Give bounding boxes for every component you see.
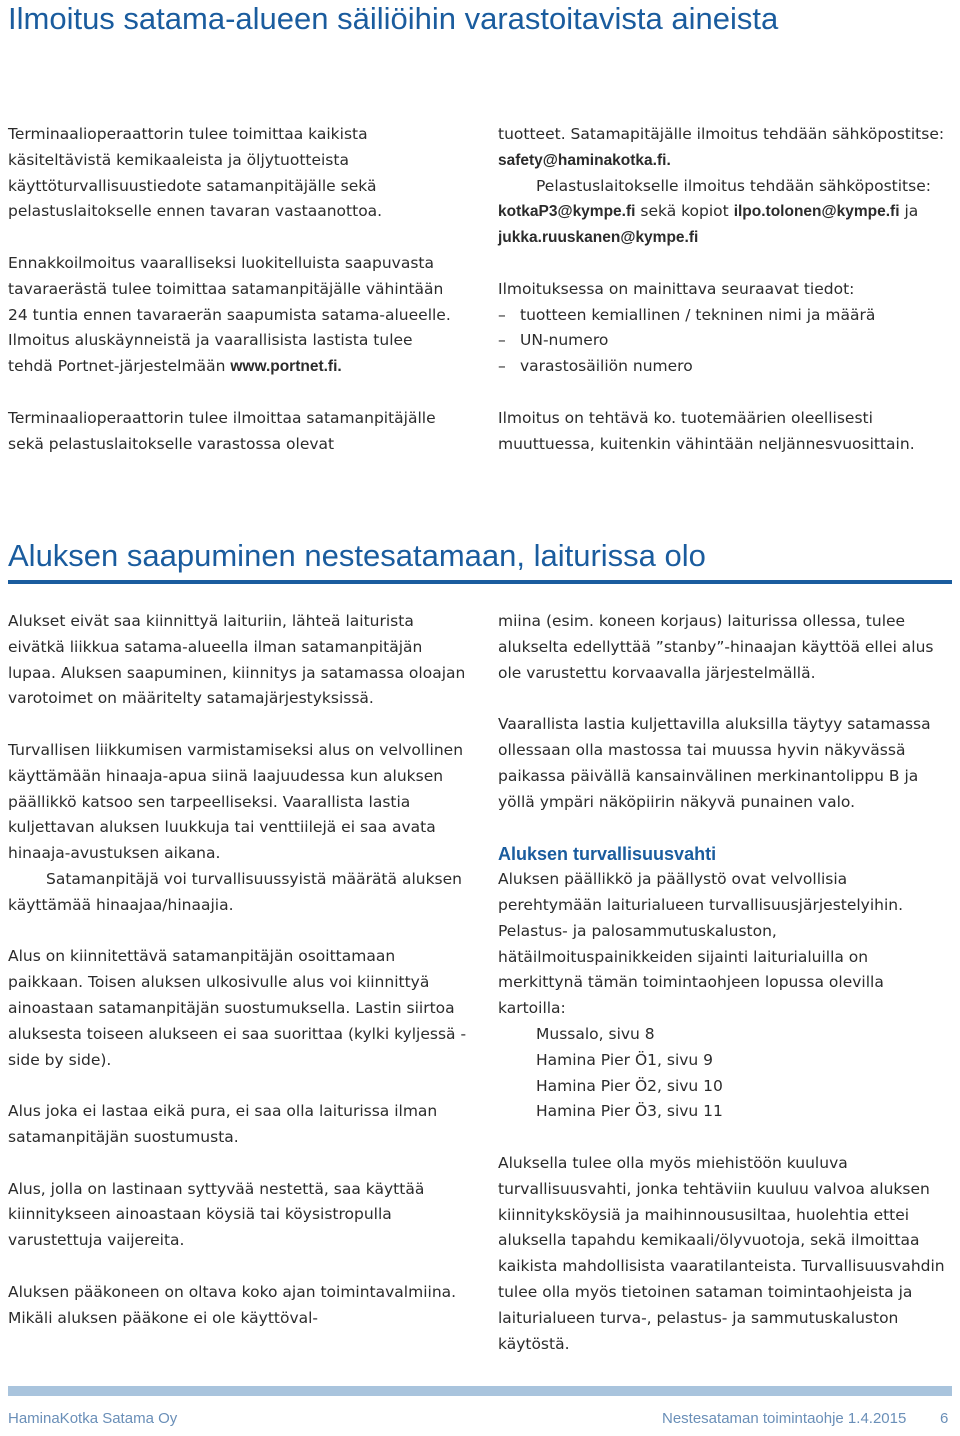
section2-left-column <box>8 609 470 1331</box>
section1-left-column <box>8 122 456 457</box>
paragraph: Turvallisen liikkumisen varmistamiseksi alus on velvollinen käyttämään hinaaja-apua siinä laajuudessa kun aluksen päällikkö katsoo sen tarpeelliseksi. Vaarallista lastia kuljettavan aluksen luukkuja tai venttiilejä ei saa avata hinaaja-avustuksen aikana. <box>8 740 464 863</box>
port-map-item: Hamina Pier Ö2, sivu 10 <box>536 1076 723 1095</box>
kotka-email-link[interactable]: kotkaP3@kympe.fi <box>498 203 636 221</box>
paragraph: Alus on kiinnitettävä satamanpitäjän osoittamaan paikkaan. Toisen aluksen ulkosivulle alus voi kiinnittyä ainoastaan satamanpitäjän suostumuksella. Lastin siirtoa aluksesta toiseen alukseen ei saa suorittaa (kylki kyljessä - side by side). <box>8 947 467 1069</box>
section1-right-column <box>498 122 952 457</box>
paragraph-text: Pelastuslaitokselle ilmoitus tehdään sähköpostitse: <box>536 176 931 195</box>
paragraph: Aluksen pääkoneen on oltava koko ajan toimintavalmiina. Mikäli aluksen pääkone ei ole käyttöval- <box>8 1282 457 1327</box>
list-intro: Ilmoituksessa on mainittava seuraavat tiedot: <box>498 279 855 298</box>
paragraph: Ilmoitus on tehtävä ko. tuotemäärien oleellisesti muuttuessa, kuitenkin vähintään neljännesvuosittain. <box>498 408 915 453</box>
port-map-item: Hamina Pier Ö3, sivu 11 <box>536 1102 723 1121</box>
paragraph: Alus, jolla on lastinaan syttyvää nestettä, saa käyttää kiinnitykseen ainoastaan köysiä tai köysistropulla varustettuja vaijereita. <box>8 1179 425 1250</box>
list-item-text: UN-numero <box>520 331 609 350</box>
paragraph <box>8 251 456 380</box>
footer-bar <box>8 1386 952 1396</box>
paragraph: Satamanpitäjä voi turvallisuussyistä määrätä aluksen käyttämää hinaajaa/hinaajia. <box>8 869 462 914</box>
subheading: Aluksen turvallisuusvahti <box>498 844 717 865</box>
footer-company: HaminaKotka Satama Oy <box>8 1410 178 1427</box>
paragraph: Aluksen päällikkö ja päällystö ovat velvollisia perehtymään laiturialueen turvallisuusjärjestelyihin. <box>498 870 904 914</box>
paragraph: Vaarallista lastia kuljettavilla aluksilla täytyy satamassa ollessaan olla mastossa tai muussa hyvin näkyvässä paikassa päivällä kansainvälinen merkinantolippu B ja yöllä ympäri näköpiirin näkyvä punainen valo. <box>498 715 931 811</box>
paragraph: Terminaalioperaattorin tulee toimittaa kaikista käsiteltävistä kemikaaleista ja öljytuotteista käyttöturvallisuustiedote satamanpitäjälle sekä pelastuslaitokselle ennen tavaran vastaanottoa. <box>8 125 383 221</box>
paragraph: Pelastus- ja palosammutuskaluston, hätäilmoituspainikkeiden sijainti laiturialuilla on merkittynä tämän toimintaohjeen lopussa olevilla kartoilla: <box>498 921 884 1018</box>
list-item: – tuotteen kemiallinen / tekninen nimi ja määrä <box>498 303 952 329</box>
paragraph-text: Ennakkoilmoitus vaaralliseksi luokitelluista saapuvasta tavaraerästä tulee toimittaa satamanpitäjälle vähintään 24 tuntia ennen tavaraerän saapumista satama-alueelle. Ilmoitus aluskäynneistä ja vaarallisista lastista tulee tehdä Portnet-järjestelmään <box>8 253 451 376</box>
paragraph: Terminaalioperaattorin tulee ilmoittaa satamanpitäjälle sekä pelastuslaitokselle varastossa olevat <box>8 408 436 453</box>
list-item-text: tuotteen kemiallinen / tekninen nimi ja määrä <box>520 305 876 324</box>
paragraph: Alukset eivät saa kiinnittyä laituriin, lähteä laiturista eivätkä liikkua satama-alueella ilman satamanpitäjän lupaa. Aluksen saapuminen, kiinnitys ja satamassa oloajan varotoimet on määritelty satamajärjestyksissä. <box>8 612 466 708</box>
list-item: – UN-numero <box>498 328 952 354</box>
paragraph-text: ja <box>904 202 919 221</box>
ilpo-email-link[interactable]: ilpo.tolonen@kympe.fi <box>733 203 900 221</box>
section1-title: Ilmoitus satama-alueen säiliöihin varastoitavista aineista <box>8 1 779 36</box>
paragraph-text: sekä kopiot <box>640 202 729 221</box>
footer-document-title: Nestesataman toimintaohje 1.4.2015 <box>662 1410 907 1427</box>
paragraph <box>498 122 952 174</box>
paragraph: Alus joka ei lastaa eikä pura, ei saa olla laiturissa ilman satamanpitäjän suostumusta. <box>8 1102 438 1146</box>
paragraph: miina (esim. koneen korjaus) laiturissa ollessa, tulee alukselta edellyttää ”stanby”-hinaajan käyttöä ellei alus ole varustettu korvaavalla järjestelmällä. <box>498 612 934 682</box>
portnet-link[interactable]: www.portnet.fi. <box>230 358 342 376</box>
safety-email-link[interactable]: safety@haminakotka.fi. <box>498 151 671 169</box>
jukka-email-link[interactable]: jukka.ruuskanen@kympe.fi <box>498 229 699 247</box>
section2-title: Aluksen saapuminen nestesatamaan, laiturissa olo <box>8 538 706 573</box>
list-item-text: varastosäiliön numero <box>520 357 693 376</box>
footer-page-number: 6 <box>940 1410 949 1427</box>
port-map-item: Mussalo, sivu 8 <box>536 1024 655 1043</box>
paragraph <box>498 174 952 251</box>
paragraph-text: tuotteet. Satamapitäjälle ilmoitus tehdään sähköpostitse: <box>498 125 945 143</box>
paragraph: Aluksella tulee olla myös miehistöön kuuluva turvallisuusvahti, jonka tehtäviin kuuluu valvoa aluksen kiinnityksköysiä ja maihinnoususiltaa, huolehtia ettei aluksella tapahdu kemikaali/ölyvuotoja, sekä ilmoittaa kaikista mahdollisista vaaratilanteista. Turvallisuusvahdin tulee olla myös tietoinen sataman toimintaohjeista ja laiturialueen turva-, pelastus- ja sammutuskaluston käytöstä. <box>498 1153 945 1353</box>
section2-right-column <box>498 609 952 1357</box>
section-divider <box>8 580 952 584</box>
list-item: – varastosäiliön numero <box>498 354 952 380</box>
port-map-item: Hamina Pier Ö1, sivu 9 <box>536 1050 714 1069</box>
